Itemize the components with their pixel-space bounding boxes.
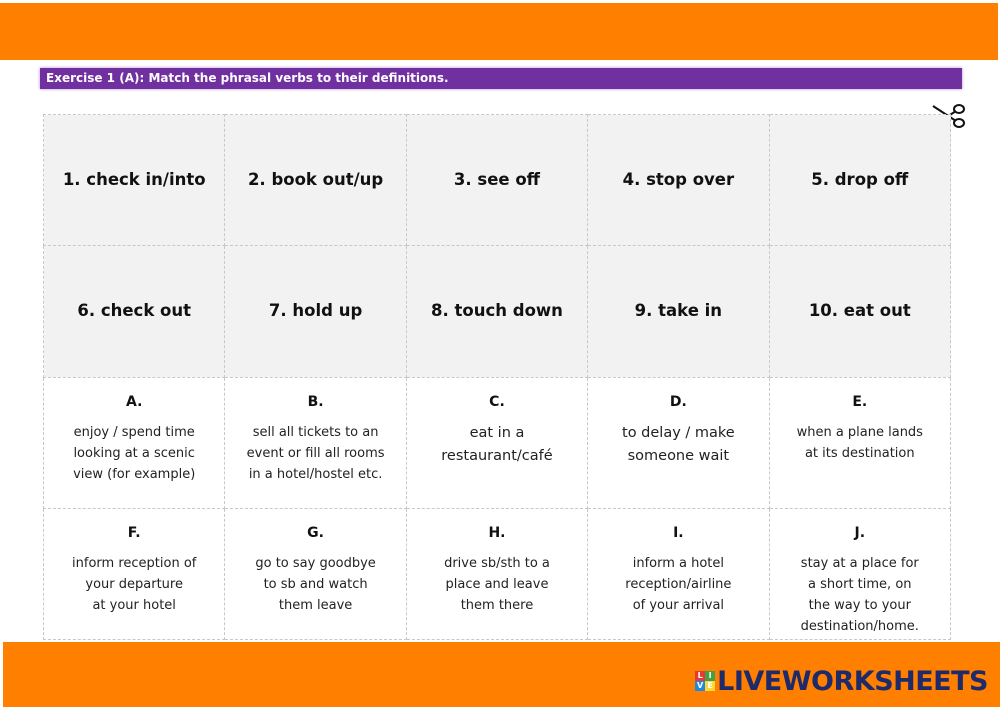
definition-text: to delay / make someone wait	[622, 424, 735, 464]
logo-letter: E	[705, 681, 715, 691]
verb-label: 6. check out	[77, 301, 192, 321]
definition-letter: H.	[488, 524, 506, 541]
verb-label: 8. touch down	[431, 301, 563, 321]
definition-card[interactable]	[406, 377, 587, 508]
definition-letter: D.	[669, 393, 687, 410]
verb-card[interactable]	[44, 246, 225, 377]
definition-letter: B.	[307, 393, 324, 410]
verb-label: 3. see off	[453, 170, 541, 190]
logo-letter: I	[705, 671, 715, 681]
definition-card[interactable]	[769, 377, 950, 508]
verb-card[interactable]	[588, 115, 769, 246]
matching-grid	[43, 114, 951, 640]
verb-label: 4. stop over	[622, 170, 735, 190]
definition-text: when a plane lands at its destination	[796, 424, 923, 461]
definition-letter: A.	[125, 393, 143, 410]
verb-label: 7. hold up	[268, 301, 363, 321]
bottom-footer-bar	[3, 642, 1000, 707]
logo-mark-icon	[695, 671, 715, 691]
definition-letter: J.	[854, 524, 866, 541]
definition-letter: F.	[127, 524, 141, 541]
top-header-bar	[0, 3, 998, 60]
definition-letter: C.	[489, 393, 505, 410]
definition-card[interactable]	[44, 508, 225, 639]
definition-card[interactable]	[588, 508, 769, 639]
verb-card[interactable]	[769, 246, 950, 377]
verb-card[interactable]	[769, 115, 950, 246]
verb-label: 10. eat out	[808, 301, 911, 321]
verb-label: 9. take in	[634, 301, 723, 321]
definition-text: inform reception of your departure at your hotel	[72, 555, 197, 613]
definition-card[interactable]	[225, 377, 406, 508]
verb-card[interactable]	[44, 115, 225, 246]
verb-label: 2. book out/up	[247, 170, 384, 190]
definition-card[interactable]	[225, 508, 406, 639]
definition-text: drive sb/sth to a place and leave them there	[444, 555, 550, 613]
definition-text: stay at a place for a short time, on the way to your destination/home.	[800, 555, 919, 634]
exercise-title: Exercise 1 (A): Match the phrasal verbs to their definitions.	[40, 68, 962, 89]
definition-letter: I.	[673, 524, 684, 541]
definition-letter: E.	[852, 393, 868, 410]
definition-text: sell all tickets to an event or fill all rooms in a hotel/hostel etc.	[246, 424, 385, 482]
verb-card[interactable]	[225, 246, 406, 377]
verb-card[interactable]	[406, 115, 587, 246]
verb-label: 1. check in/into	[62, 170, 206, 190]
definition-letter: G.	[307, 524, 324, 541]
logo-letter: V	[697, 681, 704, 690]
definition-text: eat in a restaurant/café	[441, 424, 553, 464]
definition-card[interactable]	[769, 508, 950, 639]
definition-text: inform a hotel reception/airline of your arrival	[625, 555, 732, 613]
verb-card[interactable]	[406, 246, 587, 377]
verb-card[interactable]	[588, 246, 769, 377]
verb-card[interactable]	[225, 115, 406, 246]
logo-text: LIVEWORKSHEETS	[717, 665, 988, 697]
logo-letter: L	[695, 671, 705, 681]
definition-text: enjoy / spend time looking at a scenic view (for example)	[73, 424, 196, 482]
definition-card[interactable]	[44, 377, 225, 508]
definition-text: go to say goodbye to sb and watch them leave	[255, 555, 376, 613]
verb-label: 5. drop off	[811, 170, 909, 190]
definition-card[interactable]	[588, 377, 769, 508]
definition-card[interactable]	[406, 508, 587, 639]
liveworksheets-logo[interactable]	[695, 666, 988, 696]
